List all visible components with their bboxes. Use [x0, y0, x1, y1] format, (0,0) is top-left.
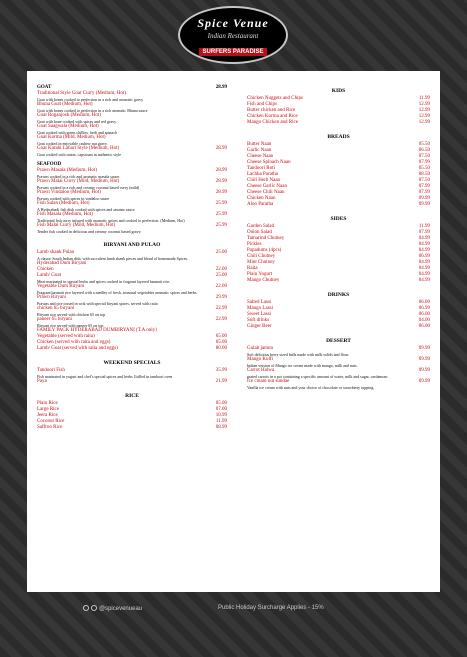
item-price: 05.50: [418, 166, 430, 171]
item-price: 09.99: [418, 368, 430, 373]
instagram-icon[interactable]: [91, 605, 97, 611]
item-description: Goat with bones cooked to perfection in a rich aromatic Bhuna sauce: [37, 108, 148, 113]
menu-item: [37, 284, 227, 295]
item-name: Plain Yogurt: [247, 272, 273, 277]
item-name: Raita: [247, 266, 258, 271]
item-price: 04.99: [418, 242, 430, 247]
item-price: 07.00: [215, 407, 227, 412]
menu-item: [37, 368, 227, 379]
item-price: 08.99: [215, 425, 227, 430]
item-price: 28.99: [215, 146, 227, 151]
item-name: Prawn Vindaloo (Medium, Hot): [37, 190, 101, 195]
item-description: Vanilla ice cream with nuts and your choice of chocolate or strawberry topping.: [247, 385, 375, 390]
item-name: Lamb shank Pulao: [37, 250, 75, 255]
item-name: SEAFOOD: [37, 162, 62, 167]
logo-subtitle: Indian Restaurant: [207, 32, 259, 40]
item-name: Garlic Naan: [247, 148, 272, 153]
item-price: 11.99: [418, 224, 430, 229]
item-description: Biryani rice served with paneer 65 on top: [37, 323, 104, 328]
item-name: Ice cream nut sundae: [247, 379, 290, 384]
section-heading: BREADS: [327, 134, 350, 140]
menu-item: [37, 124, 227, 135]
item-price: 04.00: [418, 318, 430, 323]
item-price: 21.99: [215, 379, 227, 384]
item-name: Mango Kulfi: [247, 357, 273, 362]
item-name: Cheese Spinach Naan: [247, 160, 291, 165]
item-name: Sweet Lassi: [247, 312, 272, 317]
section-gap: [247, 284, 430, 289]
section-gap: [247, 330, 430, 335]
item-name: Pickles: [247, 242, 262, 247]
item-name: Tandoori Roti: [247, 166, 275, 171]
item-name: Ginger Beer: [247, 324, 272, 329]
item-name: Goat Korma (Mild, Medium, Hot): [37, 135, 106, 140]
item-description: Prawns and rice tossed in wok with special biryani spices, served with raita: [37, 301, 158, 306]
menu-item: [37, 295, 227, 306]
menu-item: [37, 425, 227, 431]
restaurant-logo: [178, 6, 288, 64]
item-name: Chili Chutney: [247, 254, 276, 259]
item-name: Tamarind Chutney: [247, 236, 285, 241]
item-price: 04.99: [418, 266, 430, 271]
item-price: 11.99: [418, 96, 430, 101]
item-name: Cheese Naan: [247, 154, 274, 159]
item-price: 80.00: [215, 346, 227, 351]
item-name: Onion Salad: [247, 230, 272, 235]
menu-item: [37, 212, 227, 223]
section-heading: BIRYANI AND PULAO: [103, 242, 161, 248]
item-price: 07.50: [418, 178, 430, 183]
logo-location: SURFERS PARADISE: [199, 48, 268, 56]
item-name: Aloo Paratha: [247, 202, 274, 207]
item-description: Biryani rice served with chicken 65 on top: [37, 312, 106, 317]
item-name: paneer 65 biryani: [37, 317, 72, 322]
item-name: Vegetable Dum Biryani: [37, 284, 85, 289]
item-name: Prawn Biryani: [37, 295, 67, 300]
menu-sheet: [27, 71, 440, 592]
item-name: GOAT: [37, 85, 52, 90]
item-price: 22.99: [215, 317, 227, 322]
section-heading: RICE: [125, 393, 139, 399]
item-name: Jeera Rice: [37, 413, 58, 418]
item-price: 28.99: [215, 85, 227, 90]
item-price: 07.99: [418, 190, 430, 195]
item-price: 09.99: [418, 357, 430, 362]
logo-brand: Spice Venue: [197, 16, 269, 30]
item-name: Fish Masala (Medium, Hot): [37, 212, 93, 217]
item-description: Indian version of Mango ice cream made with mango, milk and nuts.: [247, 363, 358, 368]
item-description: Goat cooked with onion, capsicum in authentic style: [37, 152, 121, 157]
menu-item: [37, 273, 227, 284]
item-name: Lamb/ Goat (served with raita and eggs): [37, 346, 118, 351]
item-description: A classic South Indian dish, with succulent lamb shank pieces and blend of homemade Spices.: [37, 256, 189, 261]
item-name: Chicken: [37, 267, 54, 272]
item-price: 07.99: [418, 160, 430, 165]
item-description: Goat with bones cooked to perfection in a rich and aromatic gravy: [37, 97, 144, 102]
section-gap: [247, 208, 430, 213]
item-price: 04.99: [418, 236, 430, 241]
section-heading: DRINKS: [327, 292, 350, 298]
item-price: 06.00: [418, 300, 430, 305]
item-name: Hyderabad Dum Biryani: [37, 261, 87, 266]
menu-item: [37, 135, 227, 146]
item-price: 09.99: [418, 202, 430, 207]
item-price: 12.99: [418, 114, 430, 119]
menu-item: [37, 190, 227, 201]
item-name: Butter Naan: [247, 142, 272, 147]
menu-item: [37, 250, 227, 261]
social-handles: [83, 605, 142, 612]
item-price: 04.99: [418, 260, 430, 265]
menu-item: [37, 102, 227, 113]
item-price: 22.00: [215, 267, 227, 272]
item-description: Fish marinated in yogurt and chef's special spices and herbs Grilled in tandoori oven: [37, 374, 173, 379]
menu-item: [37, 91, 227, 102]
item-name: Fish and Chips: [247, 102, 278, 107]
item-price: 22.00: [215, 284, 227, 289]
item-name: Carrot Halwa: [247, 368, 275, 373]
item-name: Mango Lassi: [247, 306, 273, 311]
item-name: Garden Salad: [247, 224, 275, 229]
item-name: Butter chicken and Rice: [247, 108, 296, 113]
item-name: Prawn Malai Curry (Mild, Medium, Hot): [37, 179, 120, 184]
facebook-icon[interactable]: [83, 605, 89, 611]
item-name: Coconut Rice: [37, 419, 65, 424]
item-name: chicken 65 biryani: [37, 306, 75, 311]
menu-item: [37, 306, 227, 317]
menu-item: [37, 317, 227, 328]
item-price: 11.99: [215, 419, 227, 424]
item-name: Cheese Chili Naan: [247, 190, 285, 195]
item-price: 06.99: [418, 254, 430, 259]
item-description: Soft delicious berry sized balls made with milk solids and flour.: [247, 352, 350, 357]
item-price: 05.00: [215, 401, 227, 406]
item-price: 06.50: [418, 148, 430, 153]
item-price: 28.99: [215, 168, 227, 173]
item-name: Lachha Paratha: [247, 172, 278, 177]
left-column: [37, 85, 227, 431]
item-price: 22.99: [215, 306, 227, 311]
item-description: Tender fish cooked in delicious and creamy coconut based gravy.: [37, 229, 142, 234]
surcharge-note: Public Holiday Surcharge Applies - 15%: [218, 605, 324, 611]
item-name: Mint Chutney: [247, 260, 275, 265]
item-name: Prawn Masala (Medium, Hot): [37, 168, 97, 173]
item-name: Traditional Style Goat Curry (Medium, Hot): [37, 91, 126, 96]
item-description: A Hyderabadi fish dish cooked with spices and sesame sauce: [37, 207, 135, 212]
item-price: 05.50: [418, 142, 430, 147]
item-name: Soft drinks: [247, 318, 270, 323]
item-price: 25.00: [215, 273, 227, 278]
item-name: Fish Salan (Medium, Hot): [37, 201, 90, 206]
menu-item: [247, 357, 430, 368]
section-heading: DESSERT: [326, 338, 351, 344]
item-price: 04.99: [418, 272, 430, 277]
menu-item: [37, 113, 227, 124]
item-price: 09.99: [418, 196, 430, 201]
menu-item: [247, 346, 430, 357]
item-price: 09.99: [418, 346, 430, 351]
item-price: 12.99: [418, 102, 430, 107]
item-name: FAMILY PACK HYDERABAD DUMBIRYANI (T.A only): [37, 328, 157, 333]
item-name: Chicken (served with raita and eggs): [37, 340, 111, 345]
item-name: Large Rice: [37, 407, 59, 412]
menu-item: [37, 223, 227, 234]
section-gap: [37, 385, 227, 390]
item-name: Chicken Nuggets and Chips: [247, 96, 303, 101]
item-price: 04.99: [418, 248, 430, 253]
menu-item: [37, 168, 227, 179]
item-name: Goat Karahi Lahori Style (Medium, Hot): [37, 146, 120, 151]
item-name: Chicken Naan: [247, 196, 276, 201]
menu-item: [37, 146, 227, 157]
item-name: Goat Saagwala (Medium, Hot): [37, 124, 99, 129]
item-price: 10.99: [215, 413, 227, 418]
item-price: 07.99: [418, 184, 430, 189]
menu-item: [247, 368, 430, 379]
item-name: Vegetable (served with raita): [37, 334, 95, 339]
section-heading: SIDES: [330, 216, 347, 222]
section-gap: [247, 126, 430, 131]
item-name: Papadums (4pcs): [247, 248, 282, 253]
menu-item: [37, 201, 227, 212]
item-name: Paya: [37, 379, 47, 384]
item-price: 35.99: [215, 368, 227, 373]
item-name: Tandoori Fish: [37, 368, 65, 373]
item-price: 28.99: [215, 190, 227, 195]
item-price: 06.99: [418, 306, 430, 311]
item-description: Prawns cooked in a rich and creamy coconut based curry (mild): [37, 185, 140, 190]
item-price: 06.00: [418, 324, 430, 329]
item-price: 06.00: [418, 312, 430, 317]
item-price: 28.99: [215, 179, 227, 184]
item-name: Goat Roganjosh (Medium, Hot): [37, 113, 101, 118]
section-heading: KIDS: [331, 88, 346, 94]
item-description: grated carrots in a pot containing a specific amount of water, milk and sugar, cardamom: [247, 374, 388, 379]
section-gap: [37, 352, 227, 357]
item-price: 65.00: [215, 334, 227, 339]
item-price: 25.99: [215, 201, 227, 206]
item-name: Mango Chicken and Rice: [247, 120, 298, 125]
item-description: Prawns cooked with spices in vindaloo sauce: [37, 196, 110, 201]
menu-item: [37, 179, 227, 190]
item-description: Traditional fish curry infused with aromatic spices and cooked to perfection. (Medium, Hot): [37, 218, 185, 223]
item-name: Gulab jamun: [247, 346, 273, 351]
item-description: Goat cooked with green chillies, herb and spinach: [37, 130, 117, 135]
item-name: Fish Malai Curry (Mild, Medium, Hot): [37, 223, 116, 228]
item-price: 04.99: [418, 278, 430, 283]
item-description: Fragrant basmati rice layered with a medley of fresh, seasonal vegetables aromatic spices and herbs.: [37, 290, 198, 295]
social-handle[interactable]: @spicevenueau: [99, 605, 143, 612]
item-name: Lamb/ Goat: [37, 273, 62, 278]
item-price: 65.00: [215, 340, 227, 345]
item-description: Prawns cooked in a rich and aromatic masala sauce.: [37, 174, 121, 179]
item-price: 29.99: [215, 295, 227, 300]
right-column: [247, 85, 430, 390]
item-description: Meat marinated in special herbs and spices cooked in fragrant layered basmati rice.: [37, 279, 171, 284]
item-name: Cheese Garlic Naan: [247, 184, 287, 189]
item-description: Goat with bone cooked with spices and red gravy.: [37, 119, 117, 124]
item-name: Chili Herb Naan: [247, 178, 281, 183]
item-price: 09.99: [418, 379, 430, 384]
section-heading: WEEKEND SPECIALS: [103, 360, 161, 366]
item-description: Goat cooked in enjoyable cashew nut gravy.: [37, 141, 108, 146]
item-price: 07.50: [418, 154, 430, 159]
item-price: 25.00: [215, 250, 227, 255]
item-price: 25.99: [215, 212, 227, 217]
item-name: Mango Chutney: [247, 278, 280, 283]
section-gap: [37, 234, 227, 239]
item-name: Saffron Rice: [37, 425, 63, 430]
item-price: 07.99: [418, 230, 430, 235]
menu-item: [247, 379, 430, 390]
item-price: 12.99: [418, 120, 430, 125]
item-price: 08.50: [418, 172, 430, 177]
item-name: Salted Lassi: [247, 300, 272, 305]
item-price: 12.99: [418, 108, 430, 113]
item-name: Bhuna Goat (Medium, Hot): [37, 102, 93, 107]
item-name: Chicken Korma and Rice: [247, 114, 298, 119]
item-price: 25.99: [215, 223, 227, 228]
item-name: Plain Rice: [37, 401, 58, 406]
